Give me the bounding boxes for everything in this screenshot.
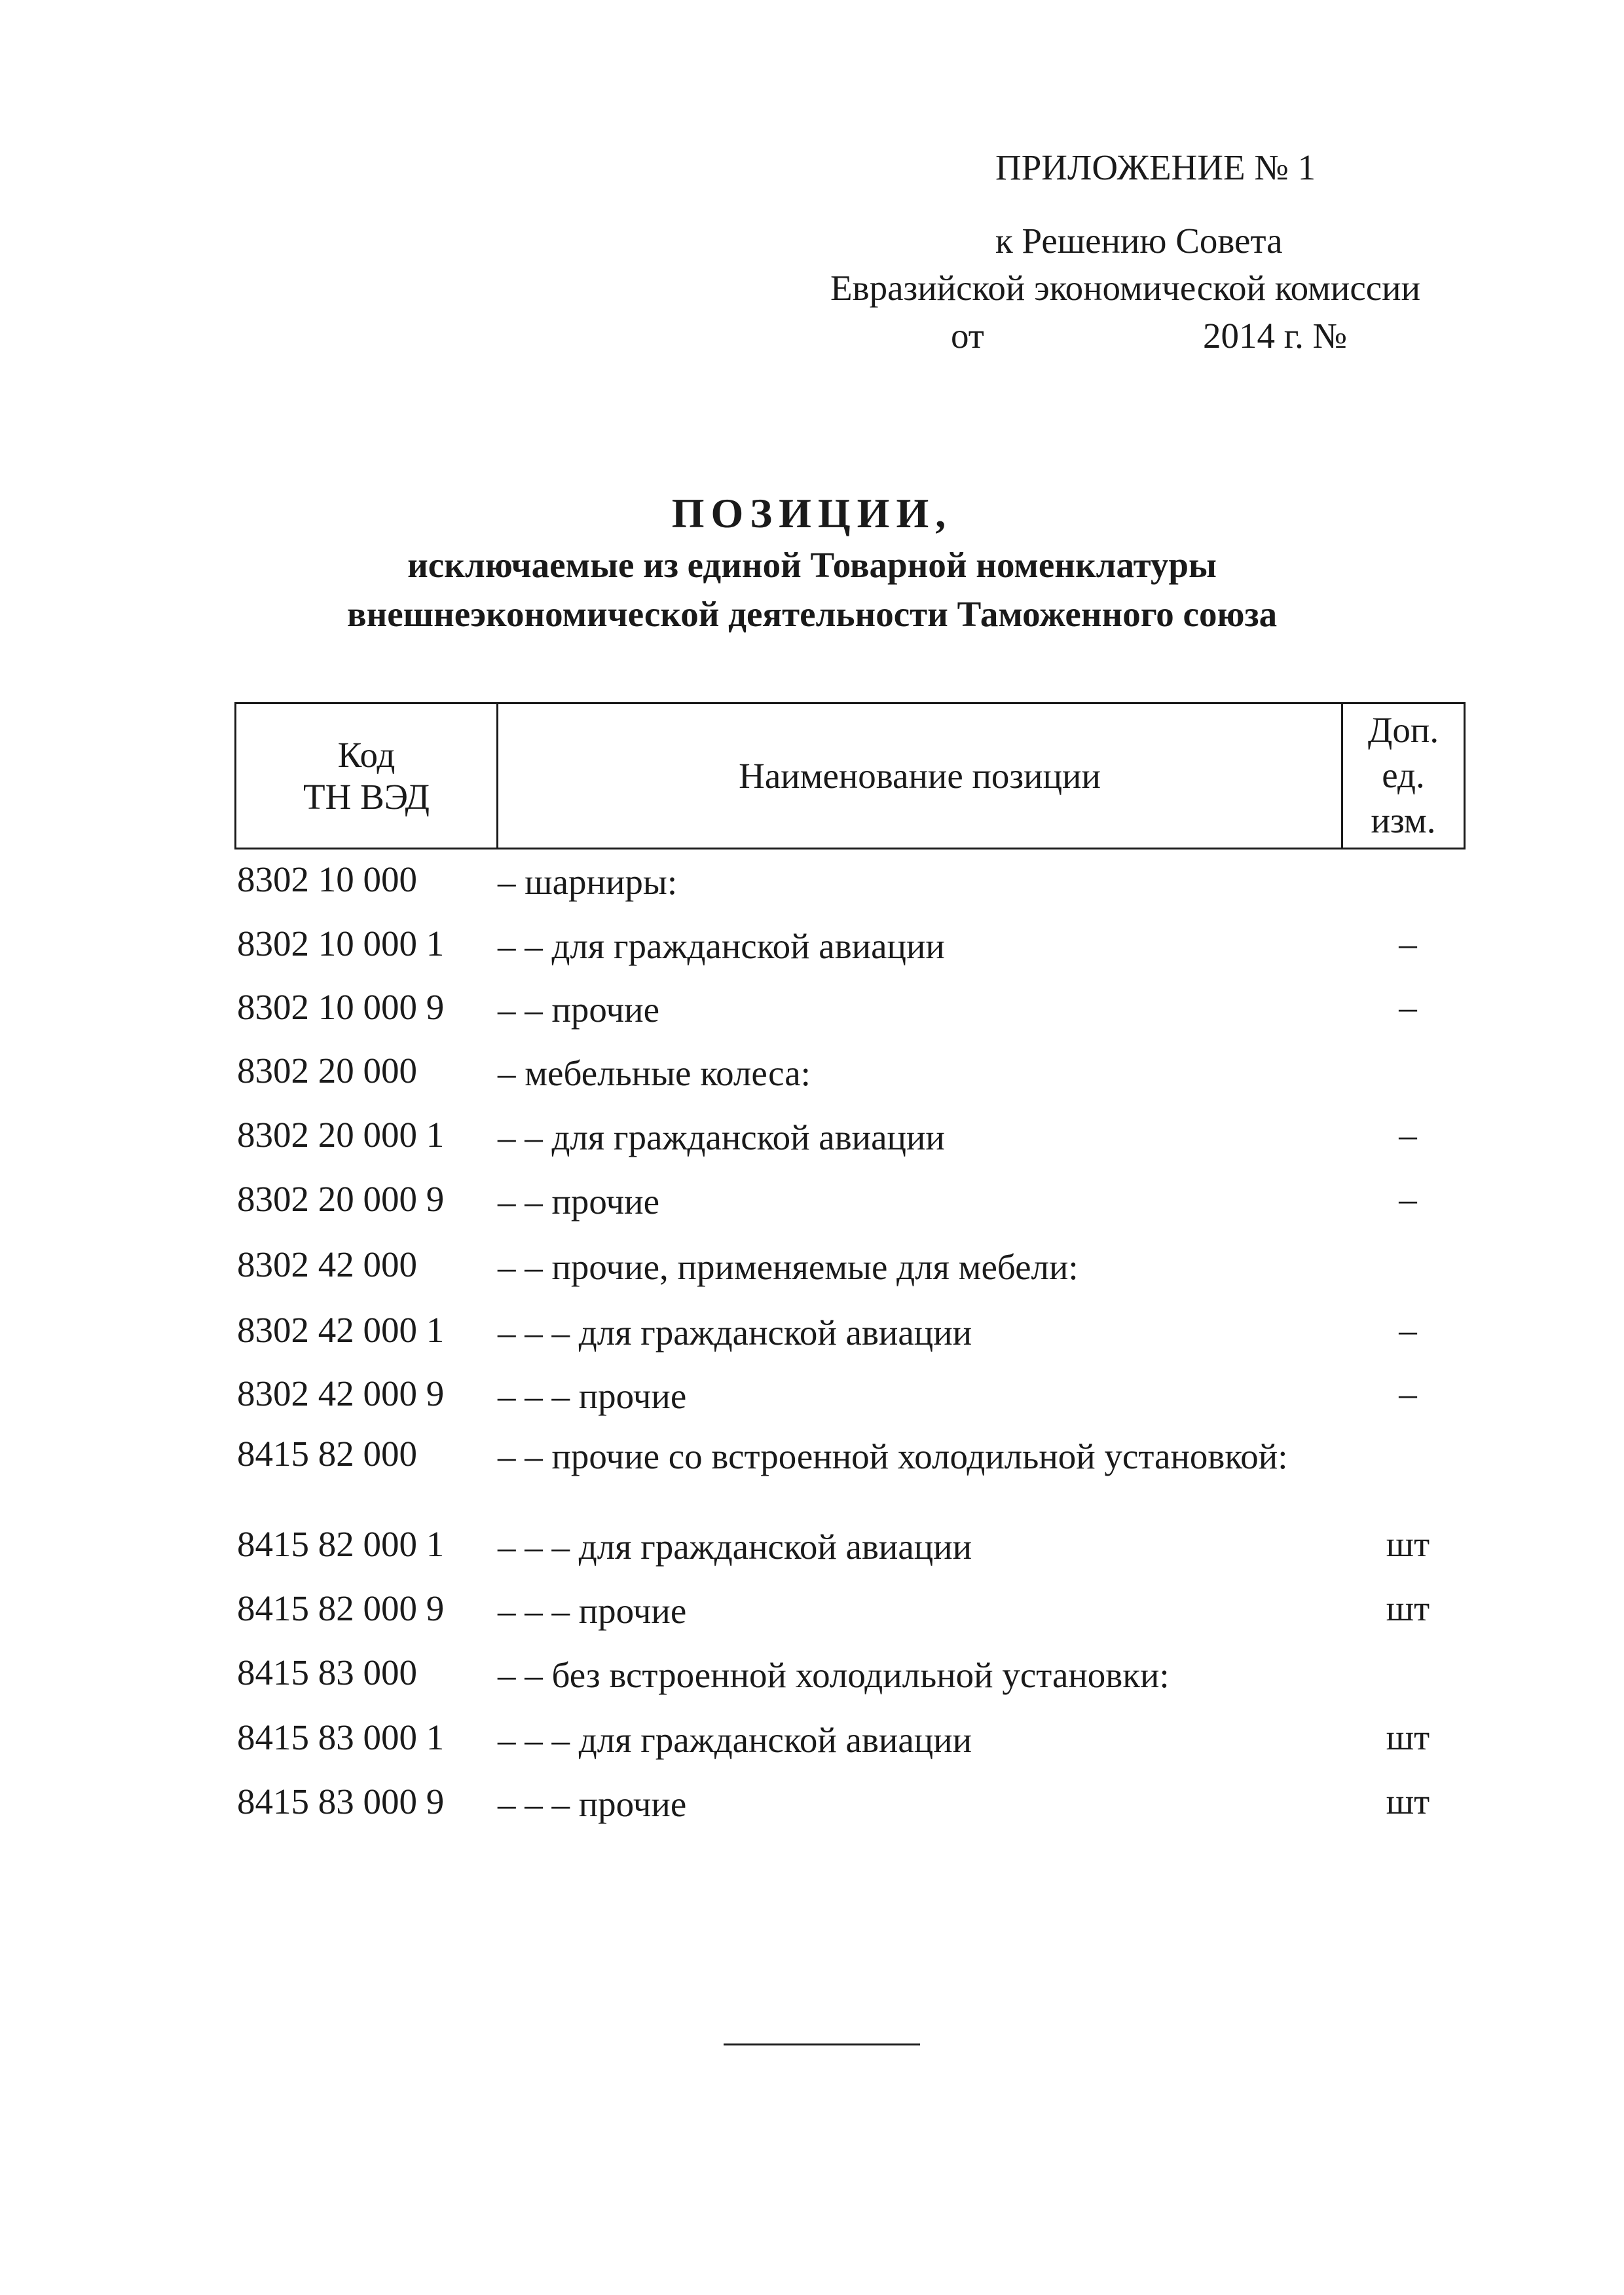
- row-code: 8302 20 000: [237, 1051, 417, 1091]
- row-name: – шарниры:: [498, 862, 678, 902]
- row-unit: –: [1399, 1310, 1417, 1350]
- annex-title: ПРИЛОЖЕНИЕ № 1: [995, 147, 1316, 187]
- annex-date-year: 2014 г. №: [1203, 316, 1348, 356]
- row-code: 8302 10 000 1: [237, 924, 445, 963]
- row-code: 8415 83 000 1: [237, 1717, 445, 1757]
- document-title: ПОЗИЦИИ,: [671, 490, 953, 536]
- row-code: 8302 10 000: [237, 859, 417, 899]
- document-subtitle-2: внешнеэкономической деятельности Таможенного союза: [346, 594, 1278, 634]
- row-unit: –: [1399, 987, 1417, 1027]
- row-code: 8302 42 000: [237, 1244, 417, 1284]
- annex-reference-line: к Решению Совета: [995, 221, 1283, 261]
- row-code: 8302 10 000 9: [237, 987, 445, 1027]
- row-name: – – прочие со встроенной холодильной установкой:: [498, 1436, 1288, 1476]
- row-unit: шт: [1386, 1782, 1430, 1821]
- header-unit-line2: ед.: [1382, 755, 1425, 796]
- row-unit: шт: [1386, 1717, 1430, 1757]
- row-unit: шт: [1386, 1524, 1430, 1564]
- row-name: – – без встроенной холодильной установки:: [498, 1655, 1170, 1695]
- row-unit: –: [1399, 1179, 1417, 1219]
- header-name-cell: Наименование позиции: [498, 704, 1343, 848]
- document-subtitle-1: исключаемые из единой Товарной номенклатуры: [407, 545, 1217, 585]
- row-code: 8415 83 000 9: [237, 1782, 445, 1821]
- header-code-cell: [236, 704, 498, 848]
- row-unit: –: [1399, 1373, 1417, 1413]
- row-name: – – – для гражданской авиации: [498, 1313, 972, 1353]
- row-code: 8302 42 000 1: [237, 1310, 445, 1350]
- row-code: 8302 20 000 1: [237, 1115, 445, 1155]
- header-unit-line3: изм.: [1371, 800, 1436, 840]
- row-code: 8302 20 000 9: [237, 1179, 445, 1219]
- row-code: 8415 82 000 9: [237, 1588, 445, 1628]
- row-name: – – – прочие: [498, 1376, 687, 1416]
- row-name: – – для гражданской авиации: [498, 926, 945, 966]
- header-unit-line1: Доп.: [1367, 710, 1439, 751]
- annex-date-prefix: от: [951, 316, 984, 356]
- row-name: – – – прочие: [498, 1784, 687, 1824]
- row-name: – – – прочие: [498, 1591, 687, 1631]
- row-unit: шт: [1386, 1588, 1430, 1628]
- closing-rule: [724, 2043, 920, 2045]
- row-name: – мебельные колеса:: [498, 1053, 811, 1093]
- row-name: – – прочие: [498, 990, 660, 1030]
- row-code: 8415 83 000: [237, 1652, 417, 1692]
- row-name: – – – для гражданской авиации: [498, 1527, 972, 1567]
- row-code: 8415 82 000: [237, 1434, 417, 1474]
- annex-commission-line: Евразийской экономической комиссии: [830, 268, 1421, 308]
- row-unit: –: [1399, 924, 1417, 963]
- row-name: – – прочие, применяемые для мебели:: [498, 1247, 1079, 1287]
- header-code-line1: Код: [337, 735, 396, 775]
- row-code: 8302 42 000 9: [237, 1373, 445, 1413]
- table-header: [234, 702, 1466, 849]
- header-unit-cell: [1343, 704, 1464, 848]
- row-code: 8415 82 000 1: [237, 1524, 445, 1564]
- row-unit: –: [1399, 1115, 1417, 1155]
- row-name: – – – для гражданской авиации: [498, 1720, 972, 1760]
- header-code-line2: ТН ВЭД: [303, 776, 430, 817]
- row-name: – – прочие: [498, 1182, 660, 1222]
- row-name: – – для гражданской авиации: [498, 1117, 945, 1157]
